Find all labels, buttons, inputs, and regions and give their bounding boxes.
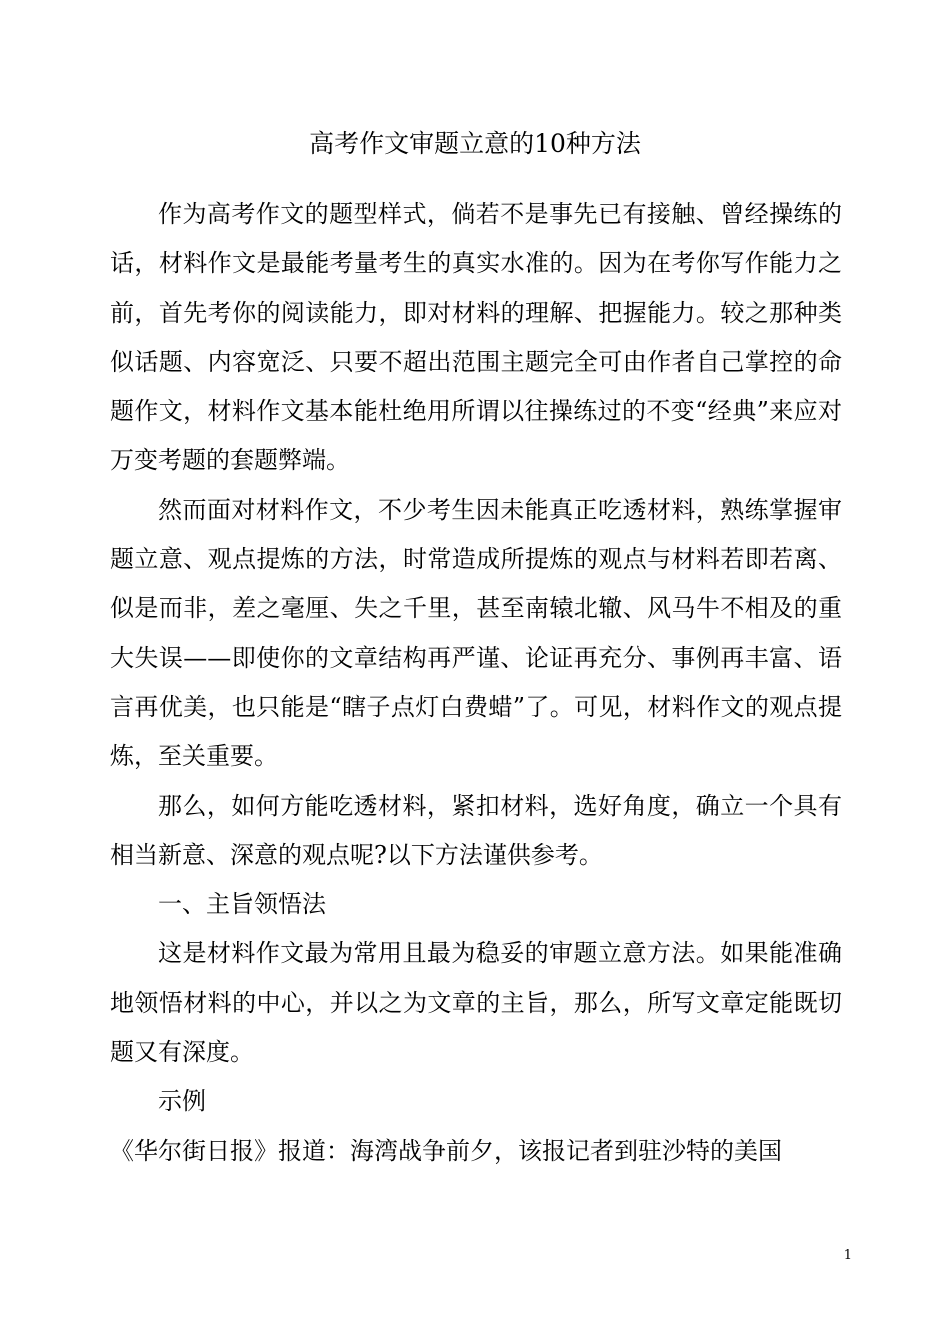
paragraph-problem: 然而面对材料作文，不少考生因未能真正吃透材料，熟练掌握审题立意、观点提炼的方法，时常造成所提炼的观点与材料若即若离、似是而非，差之毫厘、失之千里，甚至南辕北辙、风马牛不相及的重大失误——即使你的文章结构再严谨、论证再充分、事例再丰富、语言再优美，也只能是“瞎子点灯白费蜡”了。可见，材料作文的观点提炼，至关重要。 bbox=[110, 495, 842, 771]
paragraph-method-1-description: 这是材料作文最为常用且最为稳妥的审题立意方法。如果能准确地领悟材料的中心，并以之为文章的主旨，那么，所写文章定能既切题又有深度。 bbox=[110, 939, 842, 1067]
paragraph-example-text: 《华尔街日报》报道：海湾战争前夕，该报记者到驻沙特的美国 bbox=[110, 1136, 782, 1165]
paragraph-intro: 作为高考作文的题型样式，倘若不是事先已有接触、曾经操练的话，材料作文是最能考量考生的真实水准的。因为在考你写作能力之前，首先考你的阅读能力，即对材料的理解、把握能力。较之那种类似话题、内容宽泛、只要不超出范围主题完全可由作者自己掌控的命题作文，材料作文基本能杜绝用所谓以往操练过的不变“经典”来应对万变考题的套题弊端。 bbox=[110, 200, 842, 475]
example-label: 示例 bbox=[158, 1087, 206, 1116]
document-body bbox=[110, 190, 842, 1176]
section-heading-method-1: 一、主旨领悟法 bbox=[158, 890, 326, 919]
page-number: 1 bbox=[843, 1248, 852, 1263]
document-title: 高考作文审题立意的10种方法 bbox=[309, 129, 641, 158]
paragraph-question: 那么，如何方能吃透材料，紧扣材料，选好角度，确立一个具有相当新意、深意的观点呢?以下方法谨供参考。 bbox=[110, 791, 842, 869]
